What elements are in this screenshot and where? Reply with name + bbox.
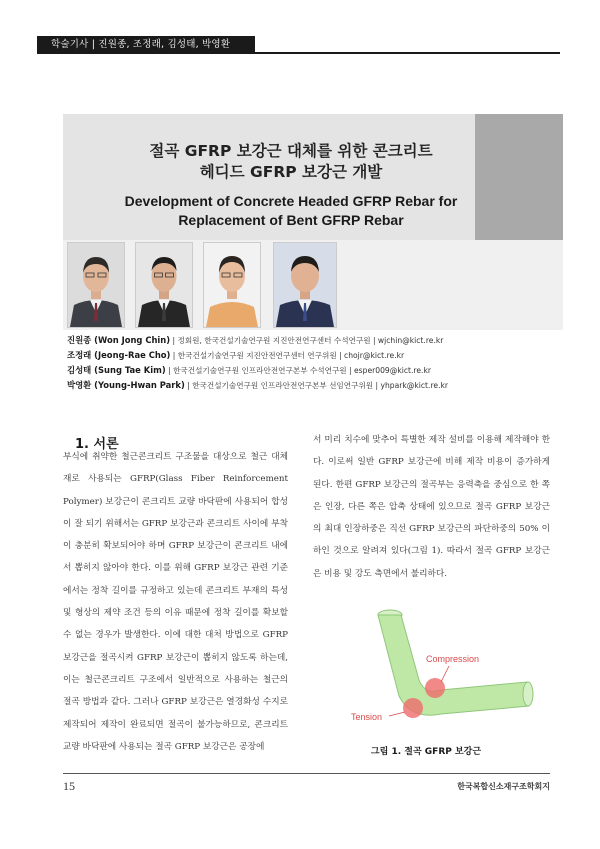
author-line [67, 363, 567, 378]
author-name: 김성태 (Sung Tae Kim) [67, 365, 166, 375]
body-right-column [313, 429, 550, 585]
rebar-right-end [523, 682, 533, 706]
title-english-line-2: Replacement of Bent GFRP Rebar [178, 212, 404, 228]
body-left-column [63, 446, 288, 758]
tension-leader-line [389, 712, 405, 716]
author-line [67, 378, 567, 393]
title-english-line-1: Development of Concrete Headed GFRP Rebar for [124, 193, 458, 209]
header-rule [255, 52, 560, 54]
running-header-text: 학술기사 | 진원종, 조정래, 김성태, 박영환 [51, 39, 231, 50]
author-line [67, 348, 567, 363]
page-number: 15 [63, 779, 75, 793]
journal-name: 한국복합신소재구조학회지 [457, 782, 550, 791]
rebar-body [378, 615, 529, 715]
compression-label: Compression [426, 654, 480, 664]
figure-1 [313, 598, 539, 734]
author-info: | 한국건설기술연구원 지진안전연구센터 연구위원 | chojr@kict.re.kr [170, 351, 405, 360]
compression-leader-line [441, 666, 449, 682]
running-header [37, 36, 255, 54]
compression-zone-marker [425, 678, 445, 698]
title-english [63, 192, 519, 230]
author-name: 진원종 (Won Jong Chin) [67, 335, 171, 345]
author-info: | 한국건설기술연구원 인프라안전연구본부 수석연구원 | esper009@kict.re.kr [165, 366, 431, 375]
section-heading: 1. 서론 [75, 437, 119, 452]
author-list [67, 333, 567, 393]
tension-label: Tension [351, 712, 383, 722]
footer-rule [63, 773, 550, 774]
bent-rebar-illustration [313, 598, 539, 734]
title-korean [63, 141, 519, 183]
author-photo-4 [273, 242, 337, 328]
author-name: 조정래 (Jeong-Rae Cho) [67, 350, 171, 360]
title-korean-line-1: 절곡 GFRP 보강근 대체를 위한 콘크리트 [149, 142, 433, 160]
body-paragraph-left: 부식에 취약한 철근콘크리트 구조물을 대상으로 철근 대체재로 사용되는 GFRP(Glass Fiber Reinforcement Polymer) 보강근이 콘크리트 교량 바닥판에 사용되어 합성이 잘 되기 위해서는 GFRP 보강근과 콘크리트 사이에 부착이 충분히 확보되어야 하며 GFRP 보강근이 콘크리트 내에서 뽑히지 않아야 한다. 이를 위해 GFRP 보강근 관련 기준에서는 정착 길이를 규정하고 있는데 콘크리트 부재의 특성 및 형상의 제약 조건 등의 이유 때문에 정착 길이를 확보할 수 없는 경우가 발생한다. 이에 대한 대처 방법으로 GFRP 보강근을 절곡시켜 GFRP 보강근이 뽑히지 않도록 하는데, 이는 철근콘크리트 구조에서 일반적으로 사용하는 철근의 절곡 방법과 같다. 그러나 GFRP 보강근은 열경화성 수지로 제작되어 제작이 완료되면 절곡이 불가능하므로, 콘크리트 교량 바닥판에 사용되는 절곡 GFRP 보강근은 공장에 [63, 452, 288, 752]
author-photo-2 [135, 242, 193, 328]
title-korean-line-2: 헤디드 GFRP 보강근 개발 [199, 163, 383, 181]
figure-caption: 그림 1. 절곡 GFRP 보강근 [370, 747, 482, 757]
author-info: | 정회원, 한국건설기술연구원 지진안전연구센터 수석연구원 | wjchin@kict.re.kr [170, 336, 444, 345]
author-photo-3 [203, 242, 261, 328]
body-paragraph-right: 서 미리 치수에 맞추어 특별한 제작 설비를 이용해 제작해야 한다. 이로써 일반 GFRP 보강근에 비해 제작 비용이 증가하게 된다. 한편 GFRP 보강근의 절곡부는 응력축을 중심으로 한 쪽은 인장, 다른 쪽은 압축 상태에 있으므로 절곡 GFRP 보강근의 최대 인장하중은 직선 GFRP 보강근의 파단하중의 50% 이하인 것으로 알려져 있다(그림 1). 따라서 절곡 GFRP 보강근은 비용 및 강도 측면에서 불리하다. [313, 435, 550, 579]
author-name: 박영환 (Young-Hwan Park) [67, 380, 185, 390]
author-line [67, 333, 567, 348]
tension-zone-marker [403, 698, 423, 718]
author-info: | 한국건설기술연구원 인프라안전연구본부 선임연구위원 | yhpark@kict.re.kr [184, 381, 449, 390]
author-photo-1 [67, 242, 125, 328]
